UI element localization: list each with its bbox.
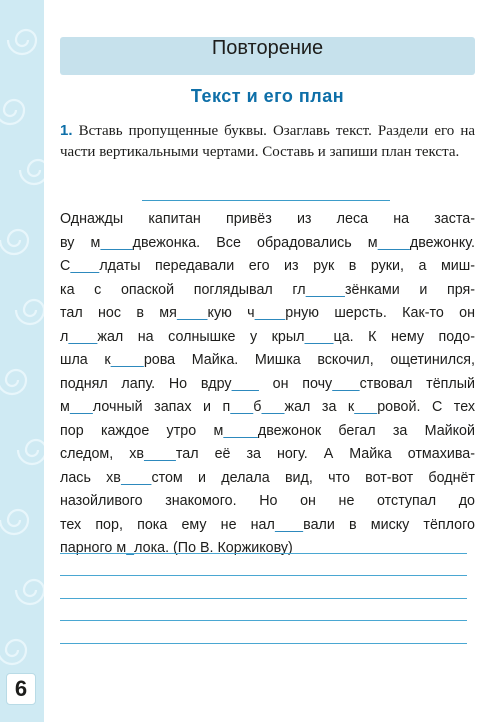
story-line: парного м лока. (По В. Коржикову) [60,540,293,556]
missing-letter-blank[interactable] [261,399,284,415]
section-title: Повторение [211,37,324,59]
missing-letter-blank[interactable] [378,235,410,251]
answer-line[interactable] [60,643,467,644]
missing-letter-blank[interactable] [275,517,303,533]
task-text: Вставь пропущенные буквы. Озаглавь текст. Раздели его на части вертикальными чертами. Составь и запиши план текста. [60,123,476,160]
story-line: тех пор, пока ему не нал вали в миску тёплого [60,516,475,533]
answer-line[interactable] [60,598,467,599]
missing-letter-blank[interactable] [230,399,253,415]
missing-letter-blank[interactable] [144,446,176,462]
story-line: лась хв стом и делала вид, что вот-вот боднёт [60,469,475,486]
story-line: ву м двежонка. Все обрадовались м двежонку. [60,234,475,251]
answer-line[interactable] [60,620,467,621]
story-line: м лочный запах и п б жал за к ровой. С тех [60,399,475,415]
story-line: назойливого знакомого. Но он не отступал до [60,493,475,509]
missing-letter-blank[interactable] [100,235,132,251]
missing-letter-blank[interactable] [177,305,208,321]
missing-letter-blank[interactable] [304,329,333,345]
swirl-pattern-icon [0,0,44,722]
answer-line[interactable] [60,553,467,554]
missing-letter-blank[interactable] [68,329,97,345]
answer-line[interactable] [60,575,467,576]
missing-letter-blank[interactable] [354,399,377,415]
missing-letter-blank[interactable] [223,423,258,439]
missing-letter-blank[interactable] [332,376,359,392]
topic-title: Текст и его план [190,86,345,106]
page-number: 6 [6,673,36,705]
missing-letter-blank[interactable] [255,305,286,321]
task-number: 1. [60,122,73,139]
story-line: Однажды капитан привёз из леса на заста- [60,211,475,227]
missing-letter-blank[interactable] [70,399,93,415]
story-text [60,208,475,561]
story-line: следом, хв тал её за ногу. А Майка отмахива- [60,446,475,462]
story-line: л жал на солнышке у крыл ца. К нему подо- [60,328,475,345]
missing-letter-blank[interactable] [306,282,345,298]
story-line: пор каждое утро м двежонок бегал за Майкой [60,422,475,439]
story-line: ка с опаской поглядывал гл зёнками и пря- [60,281,475,298]
story-line: тал нос в мя кую ч рную шерсть. Как-то он [60,305,475,321]
decorative-margin [0,0,44,722]
missing-letter-blank[interactable] [232,376,259,392]
story-line: С лдаты передавали его из рук в руки, а миш- [60,258,475,274]
missing-letter-blank[interactable] [70,258,99,274]
missing-letter-blank[interactable] [111,352,144,368]
title-write-line[interactable] [142,200,390,201]
story-line: шла к рова Майка. Мишка вскочил, ощетинился, [60,352,475,368]
missing-letter-blank[interactable] [121,470,152,486]
story-line: поднял лапу. Но вдру он почу ствовал тёплый [60,375,475,392]
task-instruction [60,120,475,163]
